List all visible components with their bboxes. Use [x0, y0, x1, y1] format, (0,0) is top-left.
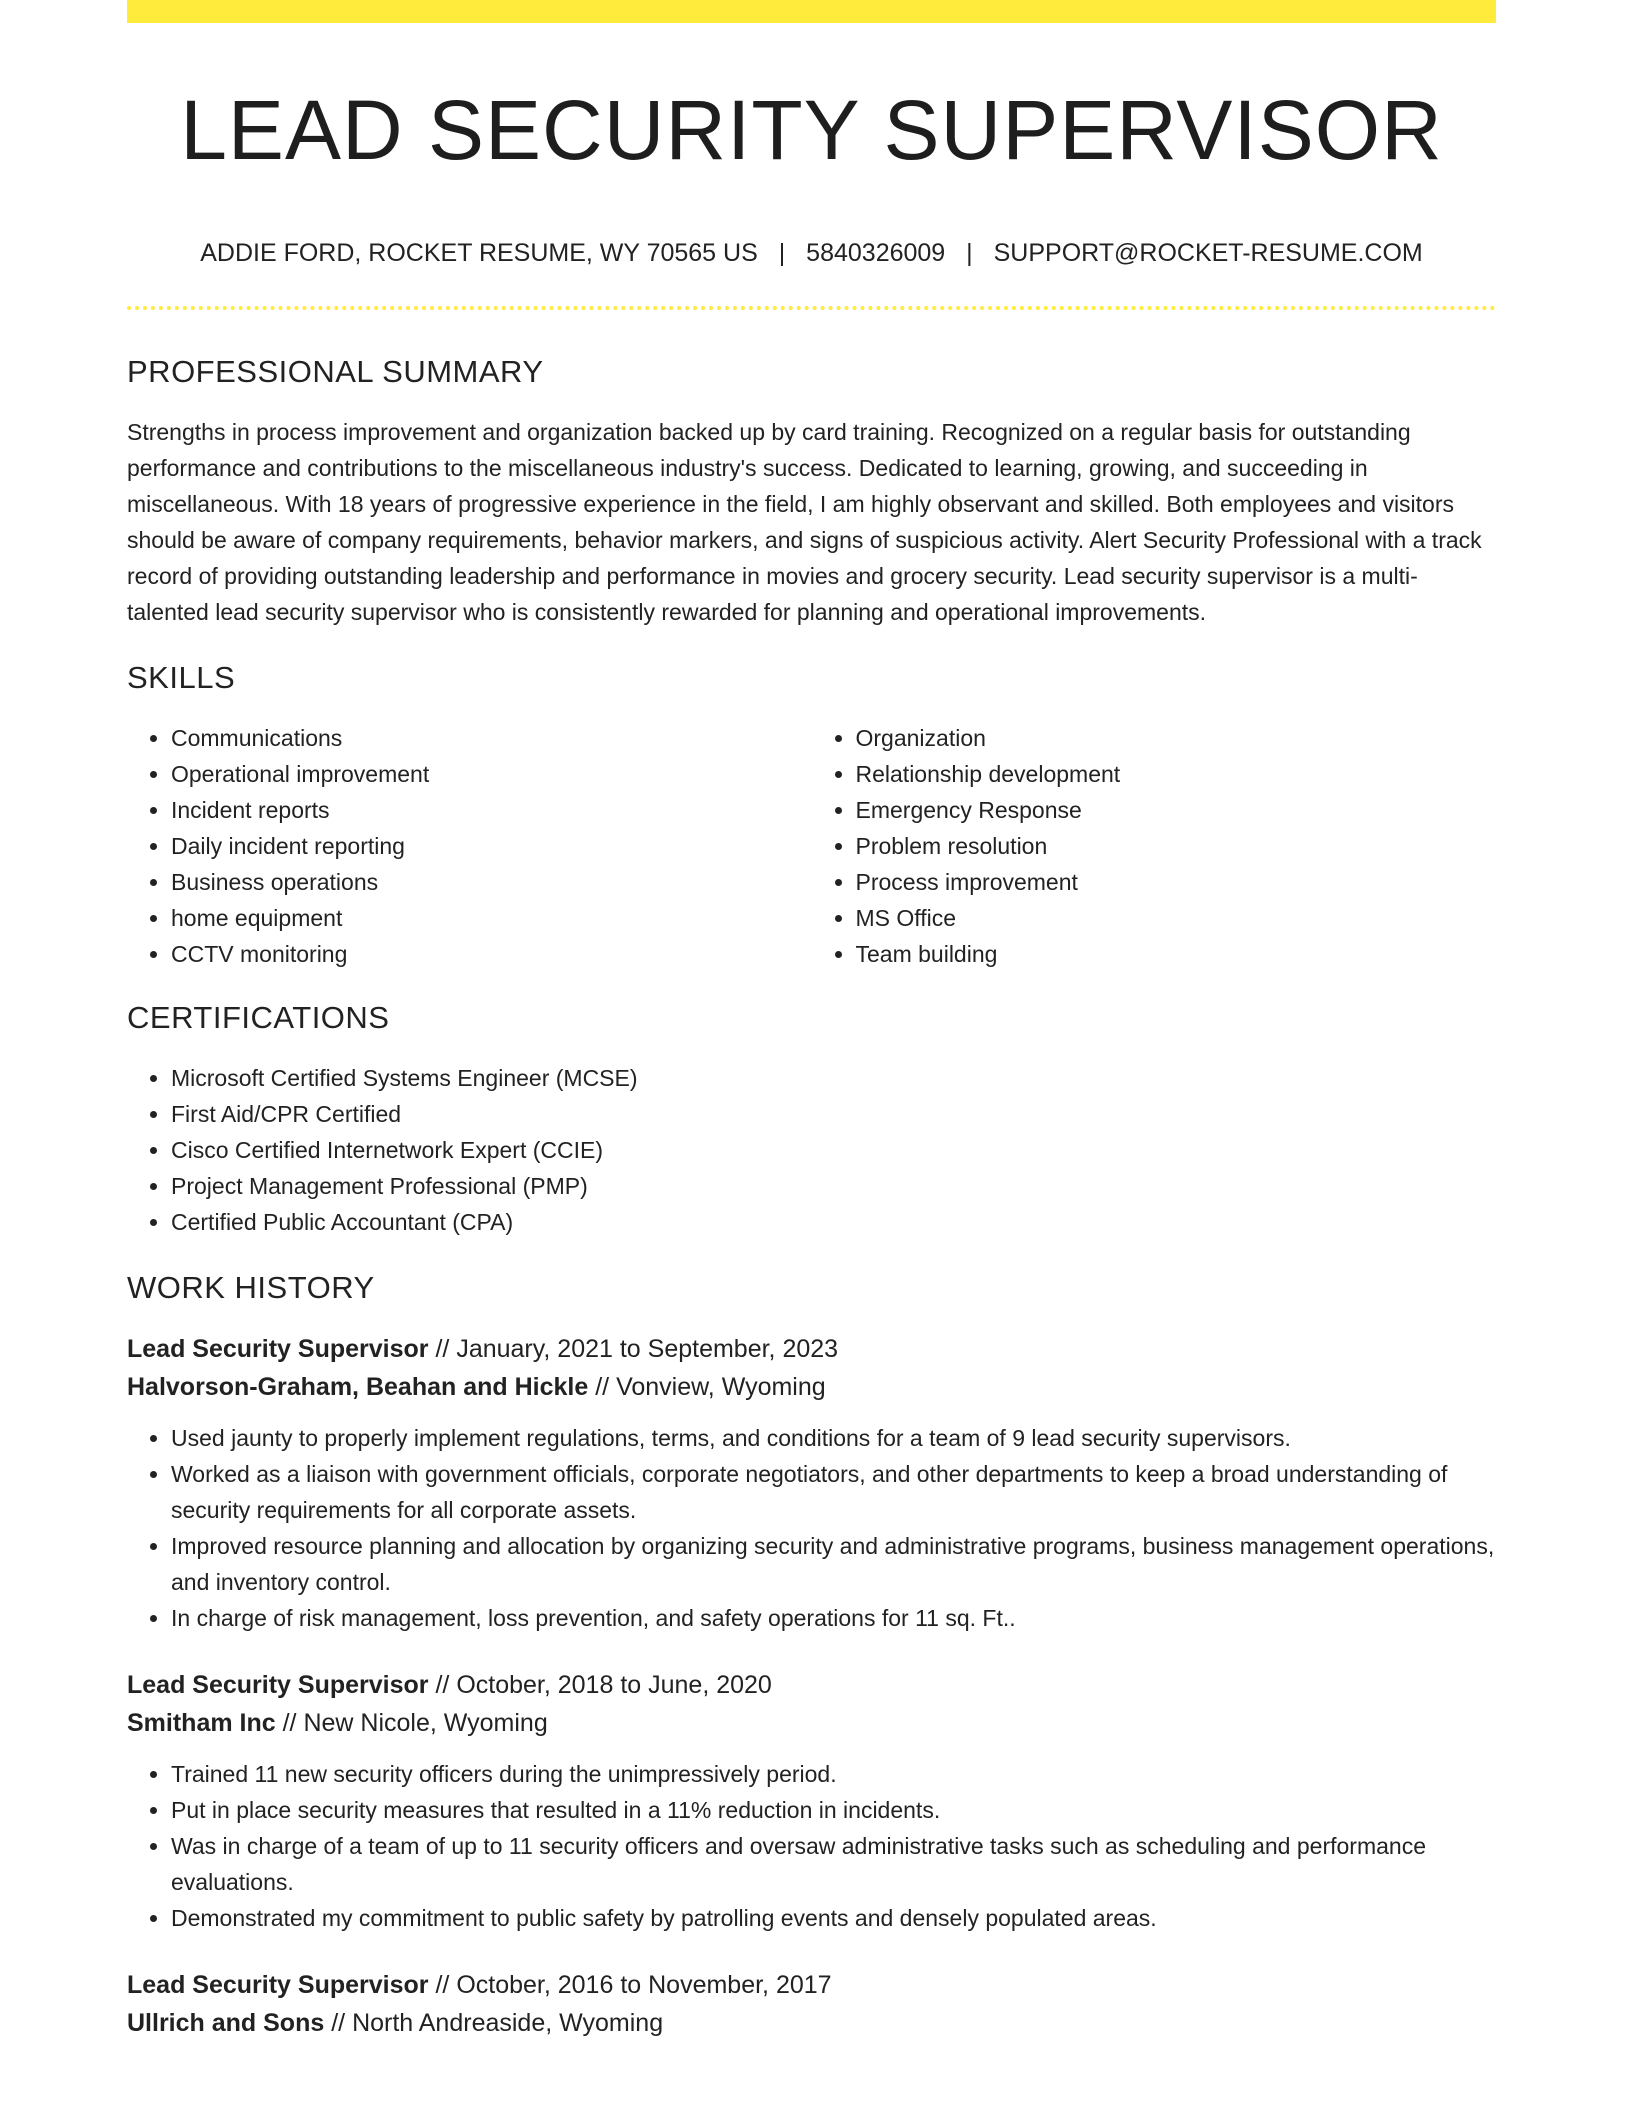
summary-section: [127, 352, 1496, 630]
job-company: Halvorson-Graham, Beahan and Hickle: [127, 1373, 589, 1401]
job-bullet: • Used jaunty to properly implement regulations, terms, and conditions for a team of 9 lead security supervisors.: [171, 1420, 1496, 1456]
skill-item: • Problem resolution: [856, 828, 1497, 864]
job-bullet: • Worked as a liaison with government officials, corporate negotiators, and other departments to keep a broad understanding of security requirements for all corporate assets.: [171, 1456, 1496, 1528]
work-history-heading: WORK HISTORY: [127, 1270, 375, 1305]
job-separator: //: [428, 1335, 457, 1363]
job-title: Lead Security Supervisor: [127, 1671, 429, 1699]
job-bullet: • Demonstrated my commitment to public safety by patrolling events and densely populated areas.: [171, 1900, 1496, 1936]
contact-separator: |: [966, 239, 973, 267]
job-company-line: [127, 1704, 1496, 1742]
work-history-section: [127, 1268, 1496, 2042]
summary-heading: PROFESSIONAL SUMMARY: [127, 354, 544, 389]
skill-item: • Business operations: [171, 864, 812, 900]
job-separator: //: [428, 1671, 457, 1699]
job-separator: //: [324, 2009, 353, 2037]
certification-item: • Project Management Professional (PMP): [171, 1168, 1496, 1204]
job-location: New Nicole, Wyoming: [303, 1709, 548, 1737]
skill-item: • CCTV monitoring: [171, 936, 812, 972]
job-separator: //: [428, 1971, 457, 1999]
job-title-line: [127, 1966, 1496, 2004]
job-bullet: • Trained 11 new security officers during the unimpressively period.: [171, 1756, 1496, 1792]
job-company: Smitham Inc: [127, 1709, 276, 1737]
job-title: Lead Security Supervisor: [127, 1971, 429, 1999]
skill-item: • Relationship development: [856, 756, 1497, 792]
job-title-line: [127, 1330, 1496, 1368]
job-bullet: • Improved resource planning and allocation by organizing security and administrative programs, business management operations, and inventory control.: [171, 1528, 1496, 1600]
skill-item: • Daily incident reporting: [171, 828, 812, 864]
skills-list-left: [127, 720, 812, 972]
skill-item: • MS Office: [856, 900, 1497, 936]
job-company: Ullrich and Sons: [127, 2009, 325, 2037]
certification-item: • Microsoft Certified Systems Engineer (MCSE): [171, 1060, 1496, 1096]
job-company-line: [127, 2004, 1496, 2042]
job-bullets: [127, 1420, 1496, 1636]
job-separator: //: [275, 1709, 304, 1737]
dotted-divider: [127, 306, 1496, 310]
job-location: North Andreaside, Wyoming: [352, 2009, 664, 2037]
skill-item: • Incident reports: [171, 792, 812, 828]
job-title: Lead Security Supervisor: [127, 1335, 429, 1363]
job-location: Vonview, Wyoming: [616, 1373, 826, 1401]
job-company-line: [127, 1368, 1496, 1406]
contact-separator: |: [778, 239, 786, 267]
certification-item: • First Aid/CPR Certified: [171, 1096, 1496, 1132]
certifications-list: [127, 1060, 1496, 1240]
job-entry: [127, 1666, 1496, 1936]
skill-item: • Team building: [856, 936, 1497, 972]
job-entry: [127, 1966, 1496, 2042]
job-title-line: [127, 1666, 1496, 1704]
job-bullet: • In charge of risk management, loss prevention, and safety operations for 11 sq. Ft..: [171, 1600, 1496, 1636]
resume-content: [127, 352, 1496, 2072]
skill-item: • Emergency Response: [856, 792, 1497, 828]
summary-text: Strengths in process improvement and organization backed up by card training. Recognized on a regular basis for outstanding performance and contributions to the miscellaneous industry's success. Dedicated to learning, growing, and succeeding in miscellaneous. With 18 years of progressive experience in the field, I am highly observant and skilled. Both employees and visitors should be aware of company requirements, behavior markers, and signs of suspicious activity. Alert Security Professional with a track record of providing outstanding leadership and performance in movies and grocery security. Lead security supervisor is a multi-talented lead security supervisor who is consistently rewarded for planning and operational improvements.: [127, 419, 1482, 625]
resume-title: LEAD SECURITY SUPERVISOR: [180, 83, 1443, 177]
job-dates: October, 2018 to June, 2020: [456, 1671, 772, 1699]
contact-email: SUPPORT@ROCKET-RESUME.COM: [993, 239, 1423, 267]
skill-item: • Communications: [171, 720, 812, 756]
job-entry: [127, 1330, 1496, 1636]
skill-item: • Organization: [856, 720, 1497, 756]
skill-item: • home equipment: [171, 900, 812, 936]
job-bullet: • Was in charge of a team of up to 11 security officers and oversaw administrative tasks such as scheduling and performance evaluations.: [171, 1828, 1496, 1900]
skills-section: [127, 658, 1496, 972]
job-dates: October, 2016 to November, 2017: [456, 1971, 832, 1999]
skills-list-right: [812, 720, 1497, 972]
job-separator: //: [588, 1373, 617, 1401]
job-dates: January, 2021 to September, 2023: [456, 1335, 839, 1363]
certification-item: • Cisco Certified Internetwork Expert (CCIE): [171, 1132, 1496, 1168]
certification-item: • Certified Public Accountant (CPA): [171, 1204, 1496, 1240]
skill-item: • Process improvement: [856, 864, 1497, 900]
certifications-section: [127, 998, 1496, 1240]
job-bullet: • Put in place security measures that resulted in a 11% reduction in incidents.: [171, 1792, 1496, 1828]
skills-heading: SKILLS: [127, 660, 236, 695]
certifications-heading: CERTIFICATIONS: [127, 1000, 390, 1035]
accent-bar: [127, 0, 1496, 23]
skill-item: • Operational improvement: [171, 756, 812, 792]
job-bullets: [127, 1756, 1496, 1936]
contact-phone: 5840326009: [806, 239, 946, 267]
contact-line: [127, 236, 1496, 270]
contact-address: ADDIE FORD, ROCKET RESUME, WY 70565 US: [200, 239, 758, 267]
skills-columns: [127, 720, 1496, 972]
